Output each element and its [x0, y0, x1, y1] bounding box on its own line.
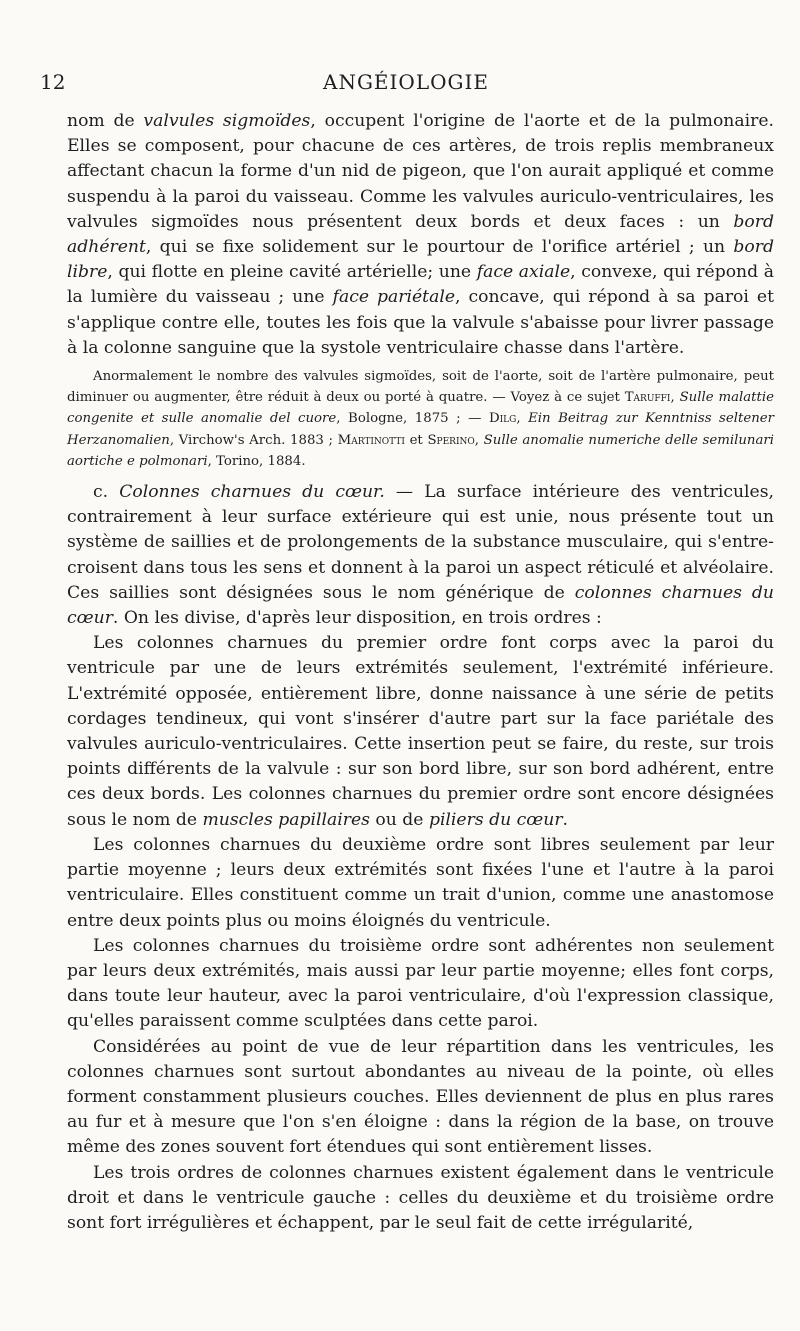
paragraph-valvules-sigmoides: nom de valvules sigmoïdes, occupent l'origine de l'aorte et de la pulmonaire. Elles se composent, pour chacune de ces artères, de trois replis membraneux affectant chacun la forme d'un nid de pigeon, que l'on aurait appliqué et comme suspendu à la paroi du vaisseau. Comme les valvules auriculo-ventriculaires, les valvules sigmoïdes nous présentent deux bords et deux faces : un bord adhérent, qui se fixe solidement sur le pourtour de l'orifice artériel ; un bord libre, qui flotte en pleine cavité artérielle; une face axiale, convexe, qui répond à la lumière du vaisseau ; une face pariétale, concave, qui répond à sa paroi et s'applique contre elle, toutes les fois que la valvule s'abaisse pour livrer passage à la colonne sanguine que la systole ventriculaire chasse dans l'artère. [67, 111, 774, 358]
running-title: ANGÉIOLOGIE [323, 70, 489, 94]
page-header [40, 70, 772, 100]
paragraph-repartition: Considérées au point de vue de leur répartition dans les ventricules, les colonnes charnues sont surtout abondantes au niveau de la pointe, où elles forment constamment plusieurs couches. Elles deviennent de plus en plus rares au fur et à mesure que l'on s'en éloigne : dans la région de la base, on trouve même des zones souvent fort étendues qui sont entièrement lisses. [67, 1036, 774, 1158]
page-body [67, 109, 774, 1236]
footnote-anomalies: Anormalement le nombre des valvules sigmoïdes, soit de l'aorte, soit de l'artère pulmonaire, peut diminuer ou augmenter, être réduit à deux ou porté à quatre. — Voyez à ce sujet Taruffi, Sulle malattie congenite et sulle anomalie del cuore, Bologne, 1875 ; — Dilg, Ein Beitrag zur Kenntniss seltener Herzanomalien, Virchow's Arch. 1883 ; Martinotti et Sperino, Sulle anomalie numeriche delle semilunari aortiche e polmonari, Torino, 1884. [67, 369, 774, 469]
paragraph-premier-ordre: Les colonnes charnues du premier ordre font corps avec la paroi du ventricule par une de leurs extrémités seulement, l'extrémité inférieure. L'extrémité opposée, entièrement libre, donne naissance à une série de petits cordages tendineux, qui vont s'insérer d'autre part sur la face pariétale des valvules auriculo-ventriculaires. Cette insertion peut se faire, du reste, sur trois points différents de la valvule : sur son bord libre, sur son bord adhérent, entre ces deux bords. Les colonnes charnues du premier ordre sont encore désignées sous le nom de muscles papillaires ou de piliers du cœur. [67, 633, 774, 830]
paragraph-deuxieme-ordre: Les colonnes charnues du deuxième ordre sont libres seulement par leur partie moyenne ; leurs deux extrémités sont fixées l'une et l'autre à la paroi ventriculaire. Elles constituent comme un trait d'union, comme une anastomose entre deux points plus ou moins éloignés du ventricule. [67, 834, 774, 931]
page-number: 12 [40, 70, 66, 94]
paragraph-colonnes-charnues: c. Colonnes charnues du cœur. — La surface intérieure des ventricules, contrairement à leur surface extérieure qui est unie, nous présente tout un système de saillies et de prolongements de la substance musculaire, qui s'entre-croisent dans tous les sens et donnent à la paroi un aspect réticulé et alvéolaire. Ces saillies sont désignées sous le nom générique de colonnes charnues du cœur. On les divise, d'après leur disposition, en trois ordres : [67, 482, 774, 629]
paragraph-ventricules: Les trois ordres de colonnes charnues existent également dans le ventricule droit et dans le ventricule gauche : celles du deuxième et du troisième ordre sont fort irrégulières et échappent, par le seul fait de cette irrégularité, [67, 1162, 774, 1233]
paragraph-troisieme-ordre: Les colonnes charnues du troisième ordre sont adhérentes non seulement par leurs deux extrémités, mais aussi par leur partie moyenne; elles font corps, dans toute leur hauteur, avec la paroi ventriculaire, d'où l'expression classique, qu'elles paraissent comme sculptées dans cette paroi. [67, 935, 774, 1032]
